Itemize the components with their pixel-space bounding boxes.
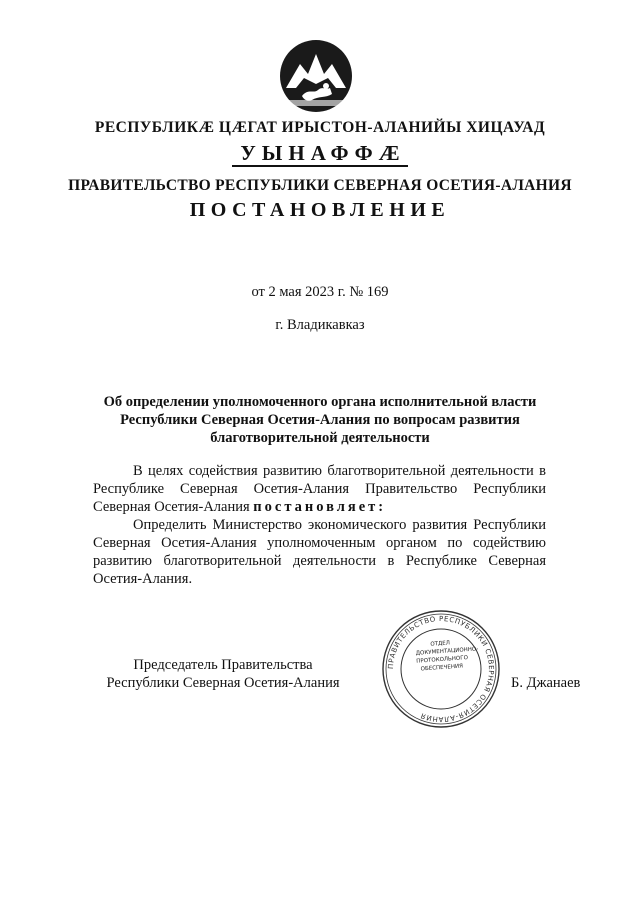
document-city: г. Владикавказ: [275, 317, 365, 333]
decree-keyword: постановляет:: [253, 499, 387, 515]
title-line: Об определении уполномоченного органа исполнительной власти: [103, 394, 537, 410]
document-body: [93, 462, 546, 588]
body-paragraph: В целях содействия развитию благотворительной деятельности в Республике Северная Осетия-Алания Правительство Республики Северная Осетия-Алания постановляет:: [93, 463, 546, 515]
document-title: [0, 393, 640, 447]
title-line: Республики Северная Осетия-Алания по вопросам развития: [120, 412, 520, 428]
header-ossetian-decree: УЫНАФФӔ: [0, 141, 640, 166]
header-russian-decree: ПОСТАНОВЛЕНИЕ: [189, 199, 451, 221]
coat-of-arms-emblem-icon: [278, 38, 354, 114]
stamp-inner-text: ОТДЕЛ ДОКУМЕНТАЦИОННО- ПРОТОКОЛЬНОГО ОБЕСПЕЧЕНИЯ: [415, 640, 479, 673]
header-russian-government: ПРАВИТЕЛЬСТВО РЕСПУБЛИКИ СЕВЕРНАЯ ОСЕТИЯ-АЛАНИЯ: [68, 177, 572, 194]
body-paragraph: Определить Министерство экономического развития Республики Северная Осетия-Алания уполномоченным органом по содействию развитию благотворительной деятельности в Республике Северная Осетия-Алания.: [93, 517, 546, 587]
title-line: благотворительной деятельности: [210, 430, 430, 446]
signatory-position: Председатель Правительства Республики Северная Осетия-Алания: [106, 657, 340, 691]
stamp-outer-text: ПРАВИТЕЛЬСТВО РЕСПУБЛИКИ СЕВЕРНАЯ ОСЕТИЯ-АЛАНИЯ: [386, 614, 496, 724]
header-ossetian-government: РЕСПУБЛИКӔ ЦӔГАТ ИРЫСТОН-АЛАНИЙЫ ХИЦАУАД: [94, 119, 546, 136]
document-date-number: от 2 мая 2023 г. № 169: [251, 284, 389, 300]
signatory-name: Б. Джанаев: [511, 675, 581, 691]
